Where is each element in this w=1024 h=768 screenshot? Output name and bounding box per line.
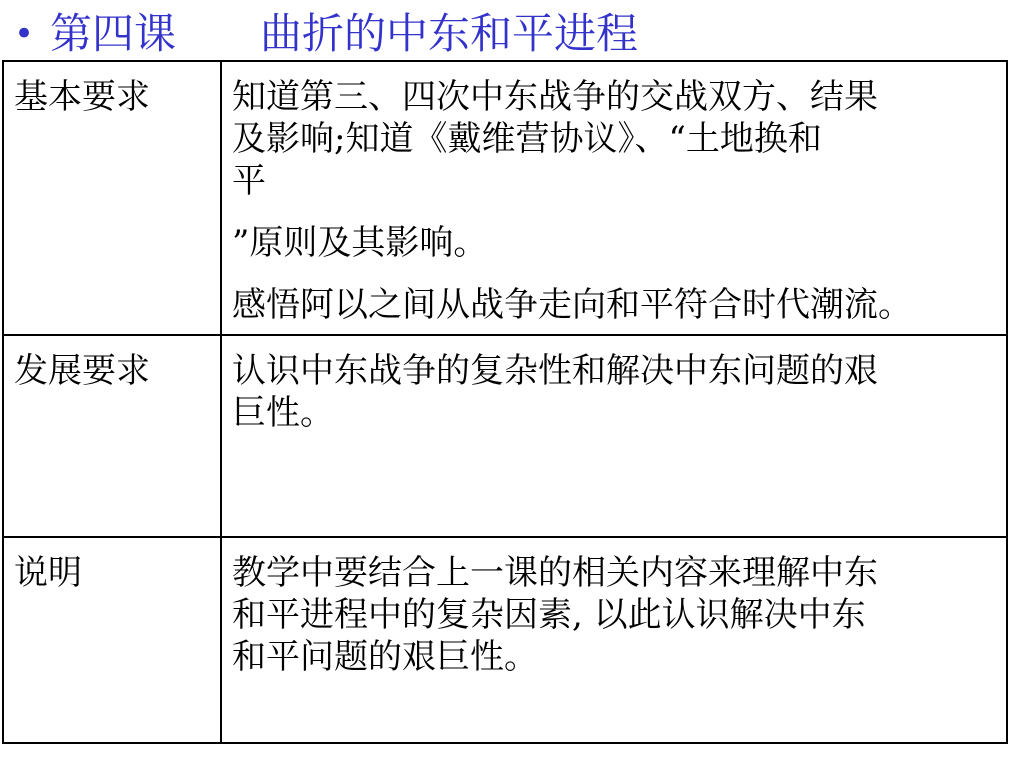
row-label-cell xyxy=(3,335,221,537)
content-line: 知道第三、四次中东战争的交战双方、结果 xyxy=(232,77,878,117)
table-row-development-requirements xyxy=(3,335,1007,537)
table-row-basic-requirements xyxy=(3,61,1007,335)
content-line: 和平进程中的复杂因素, 以此认识解决中东 xyxy=(232,595,866,635)
content-line: 认识中东战争的复杂性和解决中东问题的艰 xyxy=(232,351,878,391)
content-line: 平 xyxy=(232,161,266,201)
content-line: 感悟阿以之间从战争走向和平符合时代潮流。 xyxy=(232,285,912,325)
table-row-notes xyxy=(3,537,1007,743)
content-line: 和平问题的艰巨性。 xyxy=(232,637,538,677)
row-label: 说明 xyxy=(14,553,82,593)
bullet-icon: • xyxy=(14,14,35,54)
row-label-cell xyxy=(3,61,221,335)
row-label-cell xyxy=(3,537,221,743)
row-label: 发展要求 xyxy=(14,351,150,391)
content-line: 及影响;知道《戴维营协议》、“土地换和 xyxy=(232,119,822,159)
row-label: 基本要求 xyxy=(14,77,150,117)
requirements-table xyxy=(2,60,1008,744)
slide-title xyxy=(14,6,1014,62)
row-content-cell xyxy=(221,537,1007,743)
row-content-cell xyxy=(221,61,1007,335)
content-line: 教学中要结合上一课的相关内容来理解中东 xyxy=(232,553,878,593)
content-line: 巨性。 xyxy=(232,393,334,433)
content-line: ”原则及其影响。 xyxy=(232,223,488,263)
slide-title-text: 第四课 曲折的中东和平进程 xyxy=(50,9,639,58)
row-content-cell xyxy=(221,335,1007,537)
